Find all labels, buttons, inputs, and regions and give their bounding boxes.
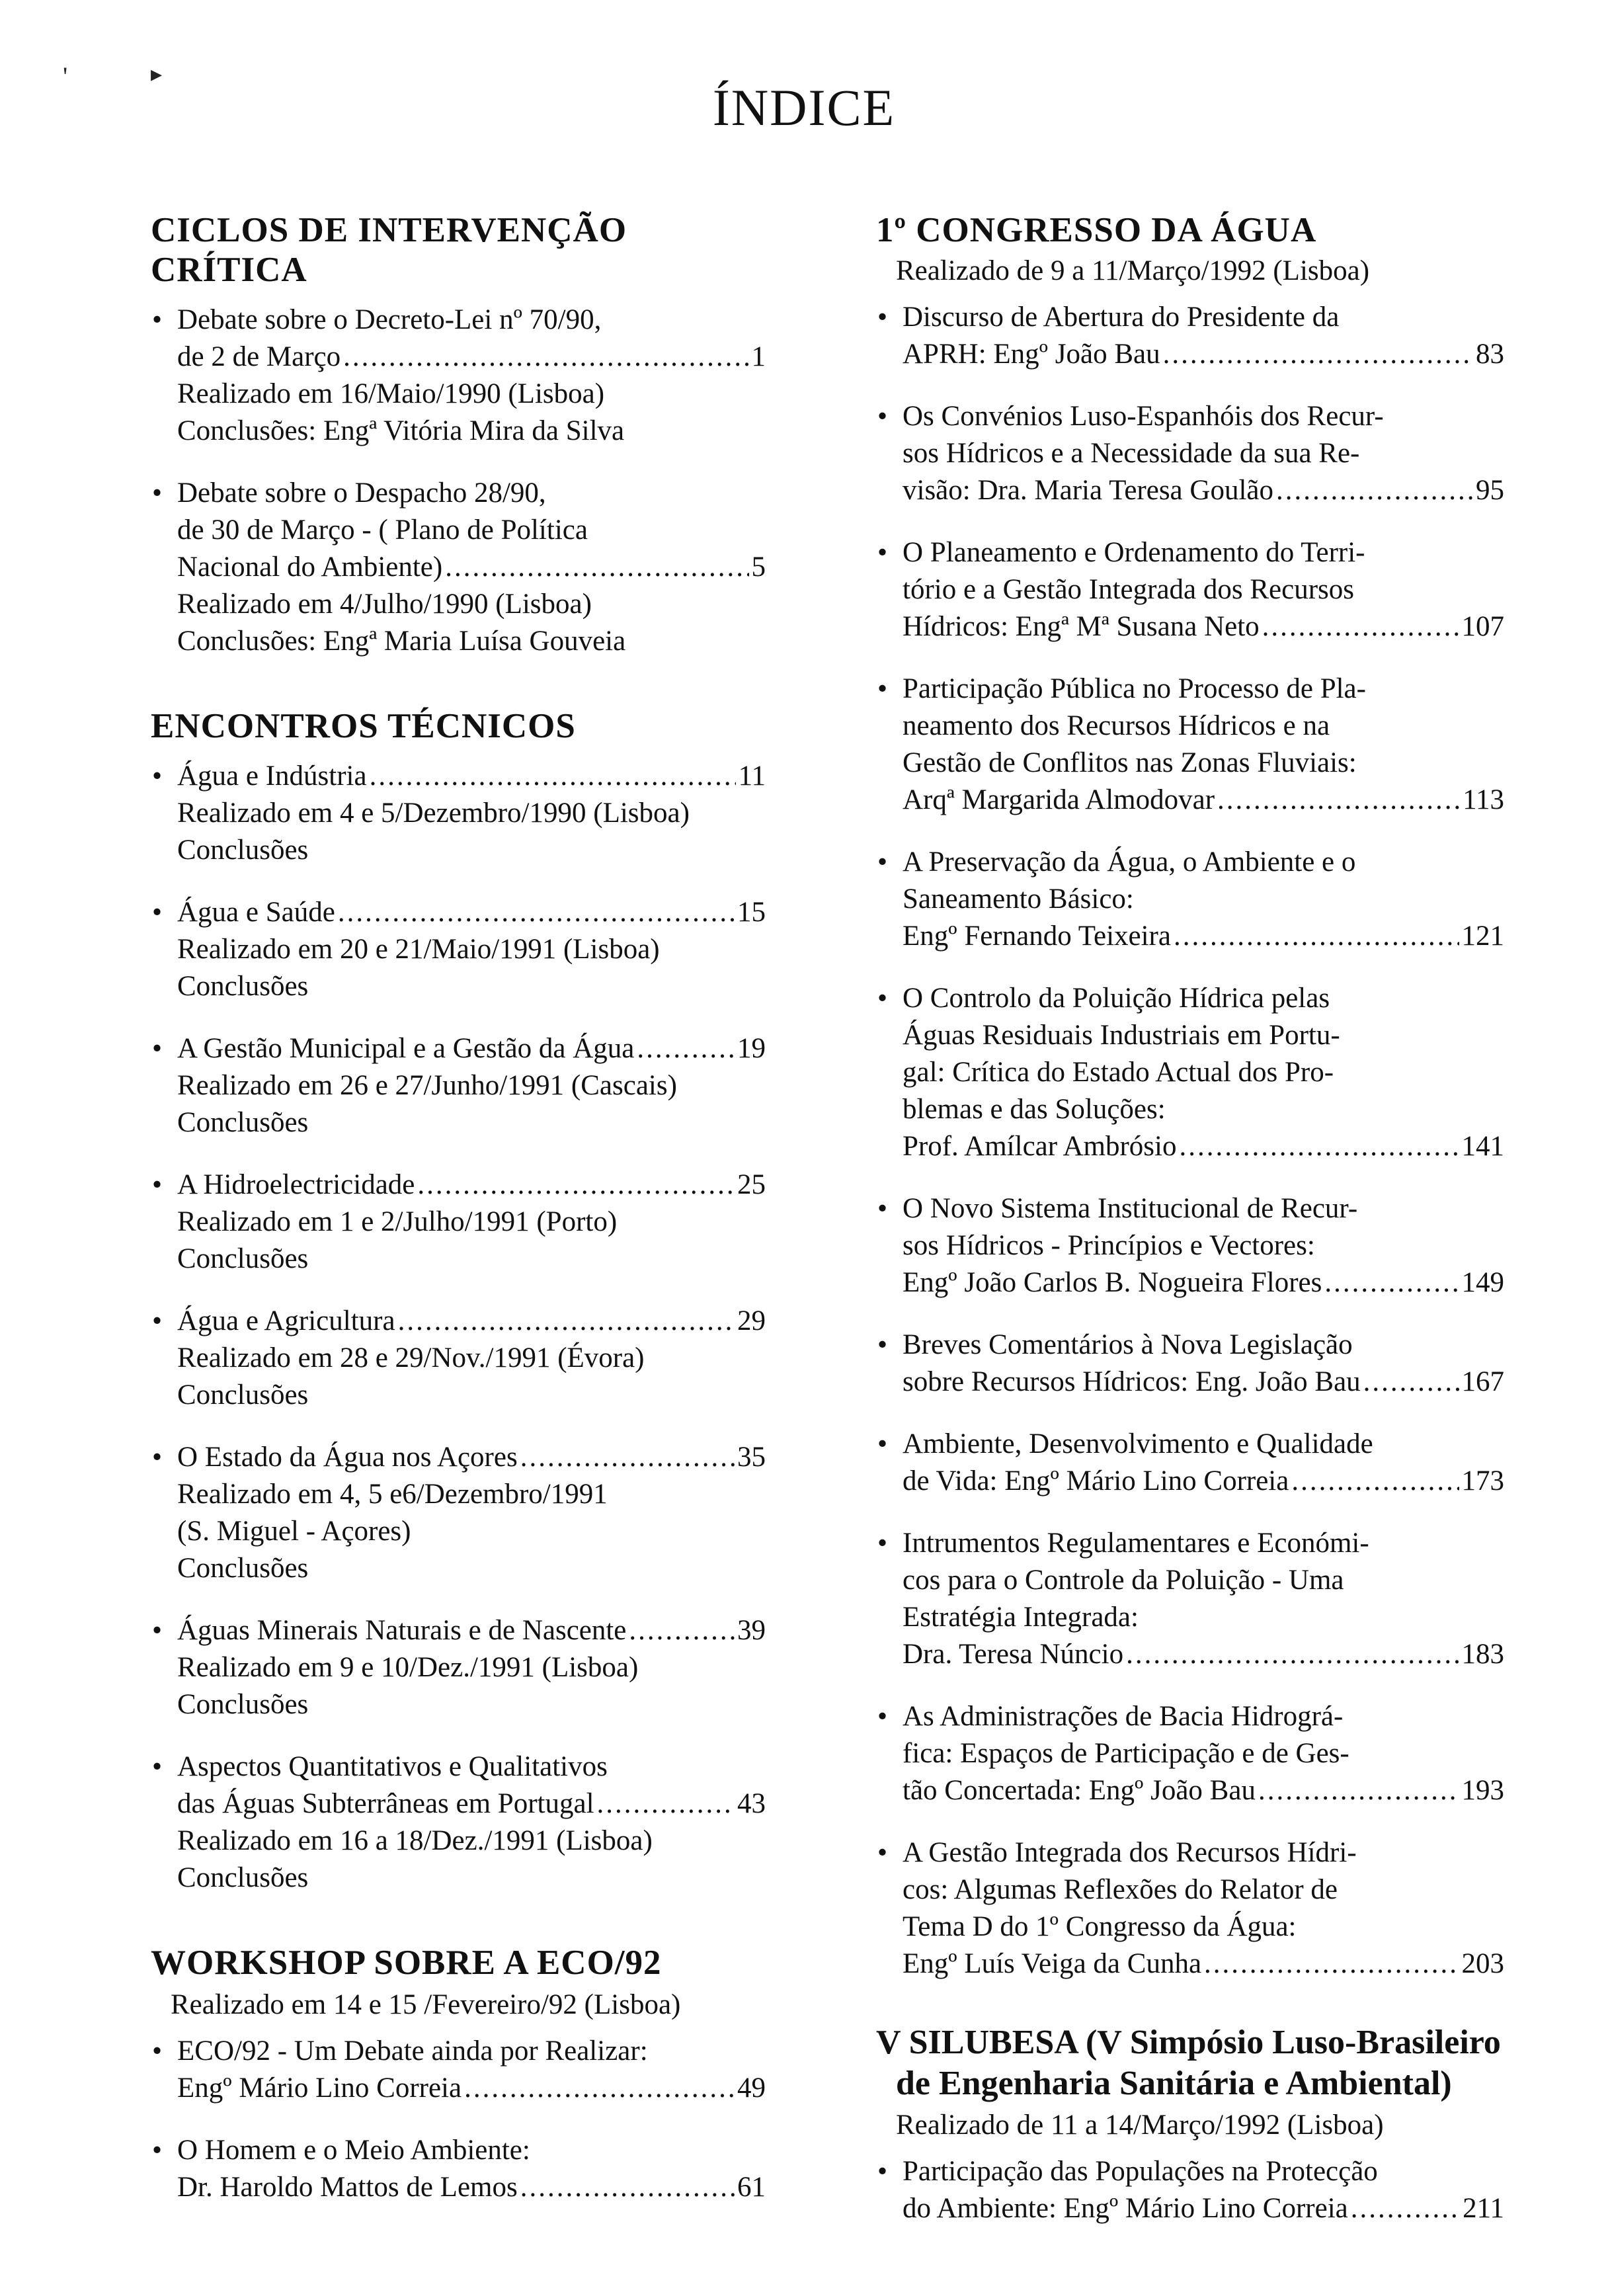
entry-page-line [177, 339, 766, 376]
entry-title-line: A Hidroelectricidade [177, 1169, 415, 1200]
bullet-icon: • [152, 897, 163, 928]
toc-entry[interactable] [151, 2033, 766, 2107]
dot-leader [520, 1439, 735, 1476]
bullet-icon: • [152, 1615, 163, 1646]
page-number: 193 [1461, 1775, 1504, 1806]
dot-leader [597, 1785, 735, 1823]
page-number: 149 [1461, 1267, 1504, 1298]
entry-page-line [903, 1772, 1504, 1809]
toc-entry[interactable] [876, 534, 1504, 645]
entry-title-line: Água e Agricultura [177, 1305, 395, 1336]
section-title: WORKSHOP SOBRE A ECO/92 [151, 1944, 662, 1982]
entry-title-line: Água e Indústria [177, 760, 367, 792]
toc-entry[interactable] [151, 1748, 766, 1897]
entry-title-line: Debate sobre o Decreto-Lei nº 70/90, [177, 304, 602, 335]
entry-detail-line: Realizado em 20 e 21/Maio/1991 (Lisboa) [177, 934, 660, 965]
dot-leader [417, 1167, 735, 1204]
entry-page-line [903, 1463, 1504, 1500]
bullet-icon: • [152, 304, 163, 335]
entry-title-line: Participação das Populações na Protecção [903, 2156, 1378, 2187]
bullet-icon: • [877, 1193, 888, 1224]
bullet-icon: • [152, 1033, 163, 1064]
page-number: 141 [1461, 1131, 1504, 1162]
dot-leader [1204, 1946, 1459, 1983]
entry-detail-line: Conclusões [177, 971, 309, 1002]
page-number: 83 [1476, 339, 1504, 370]
scan-mark: ▸ [151, 62, 163, 87]
entry-title-line: Dr. Haroldo Mattos de Lemos [177, 2172, 518, 2203]
bullet-icon: • [877, 1528, 888, 1559]
dot-leader [1163, 336, 1473, 373]
page-number: 113 [1463, 784, 1504, 815]
dot-leader [464, 2070, 735, 2107]
page-number: 167 [1461, 1366, 1504, 1397]
bullet-icon: • [152, 1305, 163, 1336]
entry-page-line [177, 894, 766, 931]
entry-title-line: Debate sobre o Despacho 28/90, [177, 477, 546, 509]
toc-entry[interactable] [151, 1612, 766, 1723]
entry-title-line: cos: Algumas Reflexões do Relator de [903, 1874, 1338, 1905]
entry-title-line: visão: Dra. Maria Teresa Goulão [903, 475, 1273, 506]
page-number: 35 [737, 1442, 766, 1473]
toc-entry[interactable] [151, 894, 766, 1005]
bullet-icon: • [877, 1329, 888, 1360]
bullet-icon: • [877, 1428, 888, 1459]
entry-title-line: Participação Pública no Processo de Pla- [903, 673, 1366, 704]
dot-leader [1291, 1463, 1459, 1500]
page-number: 121 [1461, 921, 1504, 952]
entry-title-line: Prof. Amílcar Ambrósio [903, 1131, 1177, 1162]
entry-title-line: O Estado da Água nos Açores [177, 1442, 518, 1473]
page-number: 15 [737, 897, 766, 928]
entry-title-line: Hídricos: Engª Mª Susana Neto [903, 611, 1260, 642]
dot-leader [338, 894, 735, 931]
entry-detail-line: Conclusões [177, 1243, 309, 1274]
bullet-icon: • [152, 1751, 163, 1782]
dot-leader [1217, 782, 1460, 819]
section-title: 1º CONGRESSO DA ÁGUA [876, 211, 1317, 249]
page-number: 11 [738, 760, 766, 792]
bullet-icon: • [877, 537, 888, 568]
entry-detail-line: Conclusões [177, 1862, 309, 1893]
page-number: 61 [737, 2172, 766, 2203]
entry-detail-line: (S. Miguel - Açores) [177, 1516, 411, 1547]
entry-title-line: Os Convénios Luso-Espanhóis dos Recur- [903, 401, 1384, 432]
page-title: ÍNDICE [712, 79, 896, 136]
bullet-icon: • [877, 2156, 888, 2187]
entry-detail-line: Realizado em 4 e 5/Dezembro/1990 (Lisboa) [177, 798, 690, 829]
entry-title-line: Engº João Carlos B. Nogueira Flores [903, 1267, 1322, 1298]
entry-title-line: das Águas Subterrâneas em Portugal [177, 1788, 594, 1819]
entry-title-line: Ambiente, Desenvolvimento e Qualidade [903, 1428, 1373, 1459]
toc-entry[interactable] [876, 844, 1504, 955]
bullet-icon: • [152, 2135, 163, 2166]
entry-detail-line: Conclusões [177, 1107, 309, 1138]
toc-entry[interactable] [151, 1030, 766, 1141]
entry-page-line [177, 1612, 766, 1649]
toc-entry[interactable] [151, 1303, 766, 1414]
section-subtitle: Realizado de 11 a 14/Março/1992 (Lisboa) [896, 2110, 1384, 2141]
toc-entry[interactable] [151, 2132, 766, 2206]
entry-detail-line: Realizado em 1 e 2/Julho/1991 (Porto) [177, 1206, 618, 1237]
dot-leader [343, 339, 748, 376]
dot-leader [1276, 472, 1473, 509]
entry-detail-line: Realizado em 4, 5 e6/Dezembro/1991 [177, 1479, 608, 1510]
entry-title-line: ECO/92 - Um Debate ainda por Realizar: [177, 2035, 648, 2067]
left-column [151, 210, 766, 2231]
toc-entry[interactable] [876, 1525, 1504, 1673]
toc-entry[interactable] [151, 475, 766, 660]
entry-detail-line: Realizado em 4/Julho/1990 (Lisboa) [177, 589, 592, 620]
right-column [876, 210, 1504, 2252]
entry-title-line: Água e Saúde [177, 897, 335, 928]
section-subtitle: Realizado de 9 a 11/Março/1992 (Lisboa) [896, 255, 1370, 286]
section-title: ENCONTROS TÉCNICOS [151, 707, 576, 745]
dot-leader [370, 758, 736, 795]
entry-page-line [177, 1030, 766, 1067]
entry-title-line: de 30 de Março - ( Plano de Política [177, 514, 588, 546]
bullet-icon: • [877, 983, 888, 1014]
toc-list [151, 2033, 766, 2206]
section-subtitle: Realizado em 14 e 15 /Fevereiro/92 (Lisboa) [171, 1989, 681, 2020]
entry-page-line [903, 1128, 1504, 1165]
entry-title-line: Arqª Margarida Almodovar [903, 784, 1215, 815]
entry-page-line [903, 918, 1504, 955]
toc-entry[interactable] [876, 398, 1504, 509]
entry-detail-line: Realizado em 16/Maio/1990 (Lisboa) [177, 378, 605, 409]
entry-detail-line: Conclusões [177, 1689, 309, 1720]
page-number: 49 [737, 2072, 766, 2104]
entry-page-line [177, 1167, 766, 1204]
toc-entry[interactable] [151, 758, 766, 869]
page-number: 95 [1476, 475, 1504, 506]
bullet-icon: • [877, 302, 888, 333]
toc-entry[interactable] [151, 302, 766, 450]
section-title: CICLOS DE INTERVENÇÃO CRÍTICA [151, 211, 627, 289]
entry-title-line: A Preservação da Água, o Ambiente e o [903, 846, 1356, 878]
toc-entry[interactable] [151, 1167, 766, 1278]
entry-title-line: Dra. Teresa Núncio [903, 1639, 1124, 1670]
page-number: 19 [737, 1033, 766, 1064]
entry-title-line: sobre Recursos Hídricos: Eng. João Bau [903, 1366, 1361, 1397]
bullet-icon: • [877, 846, 888, 878]
entry-title-line: blemas e das Soluções: [903, 1094, 1166, 1125]
entry-page-line [903, 472, 1504, 509]
toc-entry[interactable] [876, 1834, 1504, 1983]
bullet-icon: • [152, 760, 163, 792]
entry-detail-line: Realizado em 28 e 29/Nov./1991 (Évora) [177, 1342, 645, 1374]
entry-page-line [177, 758, 766, 795]
entry-page-line [177, 1439, 766, 1476]
page-number: 183 [1461, 1639, 1504, 1670]
dot-leader [1351, 2190, 1460, 2227]
entry-title-line: cos para o Controle da Poluição - Uma [903, 1565, 1344, 1596]
bullet-icon: • [152, 1442, 163, 1473]
entry-page-line [177, 1303, 766, 1340]
entry-title-line: tão Concertada: Engº João Bau [903, 1775, 1256, 1806]
entry-title-line: Engº Luís Veiga da Cunha [903, 1948, 1202, 1979]
entry-page-line [903, 1636, 1504, 1673]
toc-entry[interactable] [876, 671, 1504, 819]
entry-page-line [903, 782, 1504, 819]
dot-leader [637, 1030, 735, 1067]
dot-leader [1179, 1128, 1459, 1165]
entry-title-line: Gestão de Conflitos nas Zonas Fluviais: [903, 747, 1357, 778]
entry-title-line: Breves Comentários à Nova Legislação [903, 1329, 1353, 1360]
entry-page-line [177, 2169, 766, 2206]
dot-leader [1258, 1772, 1459, 1809]
entry-page-line [903, 608, 1504, 645]
entry-title-line: de 2 de Março [177, 341, 341, 372]
entry-detail-line: Conclusões [177, 835, 309, 866]
entry-title-line: O Planeamento e Ordenamento do Terri- [903, 537, 1365, 568]
entry-title-line: tório e a Gestão Integrada dos Recursos [903, 574, 1355, 605]
dot-leader [1126, 1636, 1459, 1673]
entry-page-line [903, 336, 1504, 373]
entry-page-line [177, 2070, 766, 2107]
entry-detail-line: Conclusões: Engª Vitória Mira da Silva [177, 415, 625, 446]
entry-title-line: O Controlo da Poluição Hídrica pelas [903, 983, 1330, 1014]
dot-leader [398, 1303, 735, 1340]
dot-leader [445, 549, 748, 586]
page-number: 43 [737, 1788, 766, 1819]
entry-title-line: A Gestão Municipal e a Gestão da Água [177, 1033, 635, 1064]
scan-mark: ' [63, 62, 68, 91]
toc-list [876, 299, 1504, 1983]
entry-detail-line: Conclusões: Engª Maria Luísa Gouveia [177, 626, 626, 657]
entry-title-line: Nacional do Ambiente) [177, 552, 443, 583]
entry-title-line: O Homem e o Meio Ambiente: [177, 2135, 530, 2166]
entry-title-line: Intrumentos Regulamentares e Económi- [903, 1528, 1369, 1559]
toc-list [151, 302, 766, 660]
page-number: 29 [737, 1305, 766, 1336]
entry-title-line: Águas Minerais Naturais e de Nascente [177, 1615, 627, 1646]
entry-detail-line: Conclusões [177, 1379, 309, 1411]
dot-leader [520, 2169, 735, 2206]
bullet-icon: • [877, 673, 888, 704]
entry-page-line [903, 2190, 1504, 2227]
bullet-icon: • [152, 2035, 163, 2067]
toc-entry[interactable] [876, 1327, 1504, 1401]
dot-leader [1174, 918, 1459, 955]
entry-title-line: As Administrações de Bacia Hidrográ- [903, 1701, 1344, 1732]
entry-title-line: Aspectos Quantitativos e Qualitativos [177, 1751, 608, 1782]
toc-entry[interactable] [876, 980, 1504, 1165]
entry-title-line: Engº Fernando Teixeira [903, 921, 1171, 952]
entry-title-line: Tema D do 1º Congresso da Água: [903, 1911, 1297, 1942]
page-number: 1 [751, 341, 766, 372]
dot-leader [629, 1612, 735, 1649]
page-number: 5 [751, 552, 766, 583]
page-number: 39 [737, 1615, 766, 1646]
entry-title-line: A Gestão Integrada dos Recursos Hídri- [903, 1837, 1357, 1868]
bullet-icon: • [877, 401, 888, 432]
entry-title-line: Águas Residuais Industriais em Portu- [903, 1020, 1340, 1051]
entry-page-line [177, 549, 766, 586]
entry-title-line: neamento dos Recursos Hídricos e na [903, 710, 1330, 741]
page-number: 25 [737, 1169, 766, 1200]
entry-page-line [903, 1364, 1504, 1401]
toc-entry[interactable] [876, 1698, 1504, 1809]
dot-leader [1324, 1264, 1459, 1301]
entry-detail-line: Realizado em 26 e 27/Junho/1991 (Cascais) [177, 1070, 677, 1101]
entry-title-line: O Novo Sistema Institucional de Recur- [903, 1193, 1358, 1224]
dot-leader [1262, 608, 1459, 645]
toc-entry[interactable] [151, 1439, 766, 1587]
section-title-line: V SILUBESA (V Simpósio Luso-Brasileiro [876, 2024, 1501, 2061]
entry-title-line: sos Hídricos - Princípios e Vectores: [903, 1230, 1315, 1261]
entry-page-line [903, 1946, 1504, 1983]
toc-list [151, 758, 766, 1897]
entry-title-line: do Ambiente: Engº Mário Lino Correia [903, 2193, 1348, 2224]
bullet-icon: • [877, 1701, 888, 1732]
section-title-line: de Engenharia Sanitária e Ambiental) [896, 2065, 1452, 2102]
entry-detail-line: Realizado em 16 a 18/Dez./1991 (Lisboa) [177, 1825, 653, 1856]
entry-title-line: gal: Crítica do Estado Actual dos Pro- [903, 1057, 1334, 1088]
entry-detail-line: Conclusões [177, 1553, 309, 1584]
entry-title-line: Discurso de Abertura do Presidente da [903, 302, 1340, 333]
entry-detail-line: Realizado em 9 e 10/Dez./1991 (Lisboa) [177, 1652, 639, 1683]
dot-leader [1363, 1364, 1459, 1401]
bullet-icon: • [877, 1837, 888, 1868]
entry-title-line: Engº Mário Lino Correia [177, 2072, 462, 2104]
entry-title-line: Estratégia Integrada: [903, 1602, 1139, 1633]
toc-entry[interactable] [876, 2153, 1504, 2227]
entry-title-line: de Vida: Engº Mário Lino Correia [903, 1465, 1289, 1496]
entry-page-line [903, 1264, 1504, 1301]
entry-title-line: Saneamento Básico: [903, 883, 1134, 915]
toc-entry[interactable] [876, 1426, 1504, 1500]
entry-title-line: sos Hídricos e a Necessidade da sua Re- [903, 438, 1360, 469]
page-number: 107 [1461, 611, 1504, 642]
section-title [876, 2022, 1504, 2104]
toc-entry[interactable] [876, 299, 1504, 373]
page-number: 173 [1461, 1465, 1504, 1496]
page-number: 211 [1463, 2193, 1504, 2224]
bullet-icon: • [152, 1169, 163, 1200]
entry-title-line: fica: Espaços de Participação e de Ges- [903, 1738, 1349, 1769]
toc-entry[interactable] [876, 1190, 1504, 1301]
entry-title-line: APRH: Engº João Bau [903, 339, 1160, 370]
bullet-icon: • [152, 477, 163, 509]
page-number: 203 [1461, 1948, 1504, 1979]
toc-list [876, 2153, 1504, 2227]
entry-page-line [177, 1785, 766, 1823]
